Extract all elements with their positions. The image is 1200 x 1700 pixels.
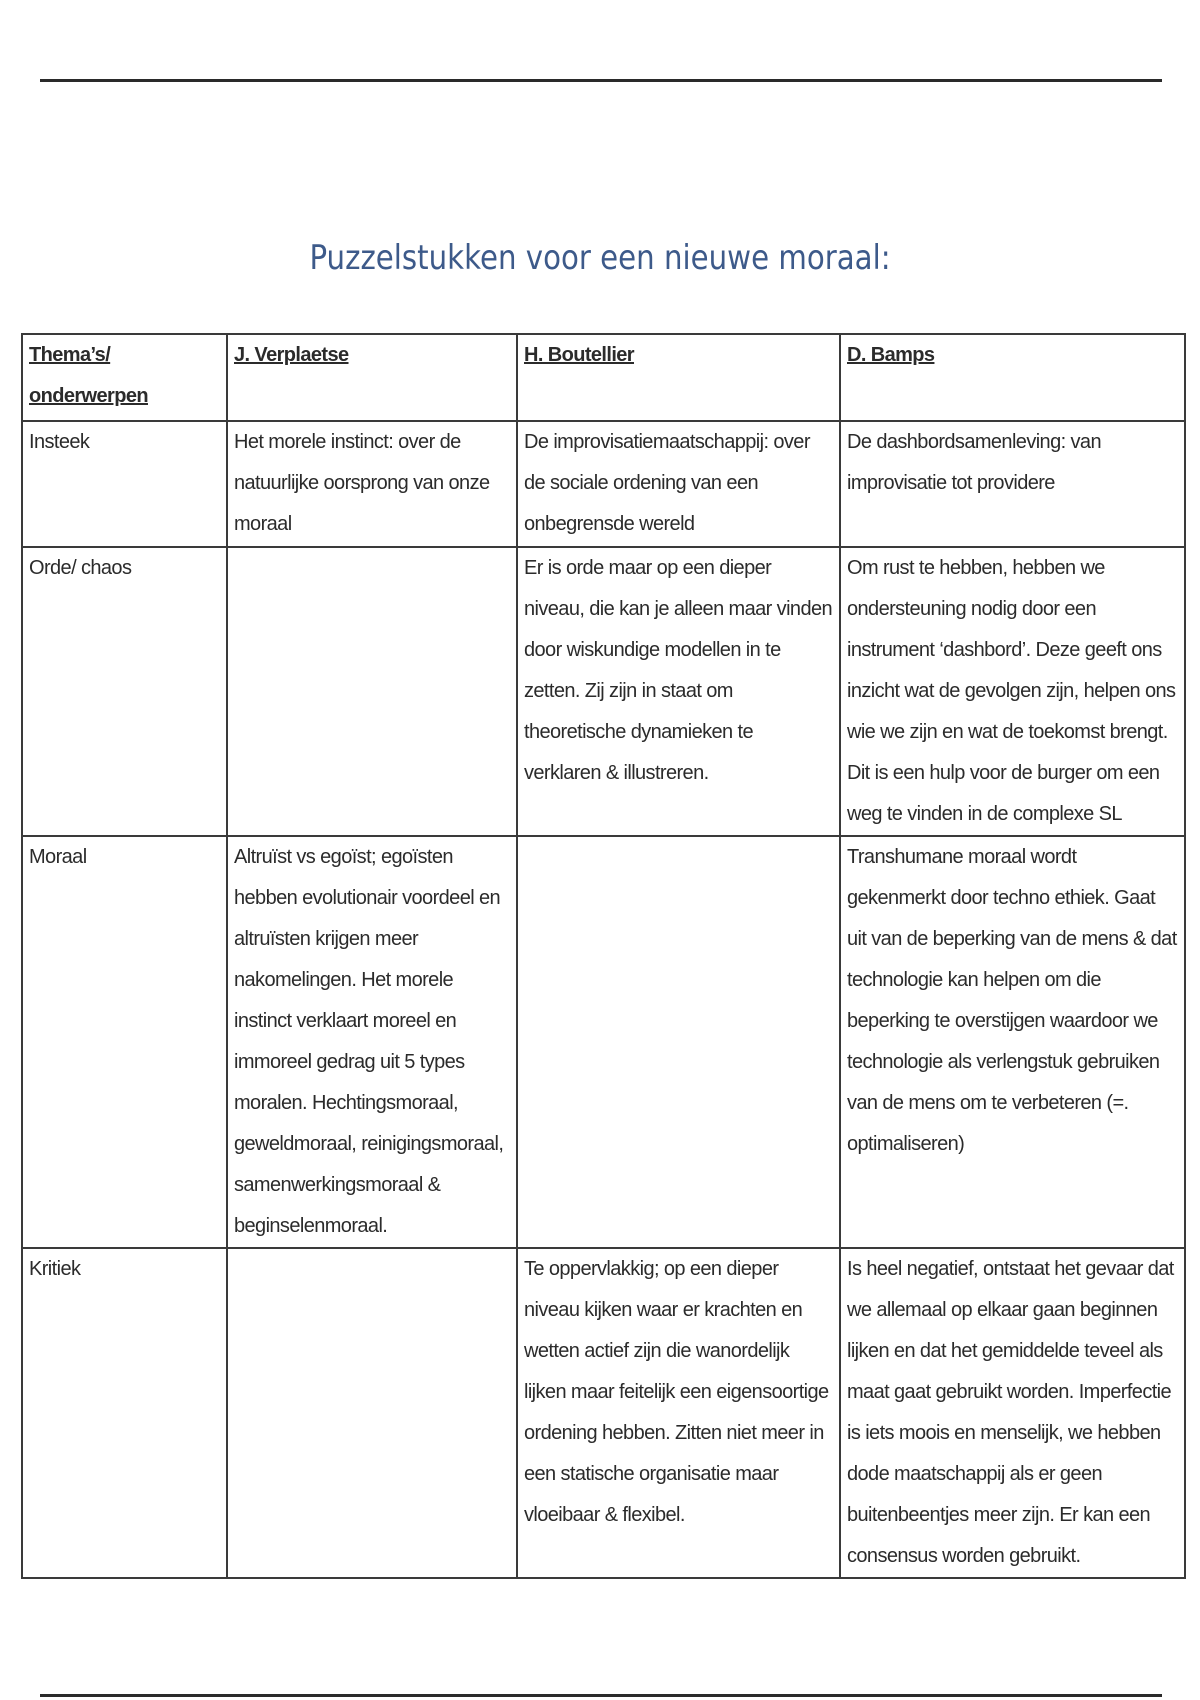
cell-bamps: De dashbordsamenleving: van improvisatie tot providere (840, 421, 1185, 547)
table-header-row (22, 334, 1185, 421)
column-header-verplaetse: J. Verplaetse (227, 334, 517, 421)
cell-verplaetse: Het morele instinct: over de natuurlijke oorsprong van onze moraal (227, 421, 517, 547)
column-header-bamps: D. Bamps (840, 334, 1185, 421)
cell-theme: Kritiek (22, 1248, 227, 1578)
cell-boutellier (517, 836, 840, 1248)
cell-bamps: Om rust te hebben, hebben we ondersteuning nodig door een instrument ‘dashbord’. Deze geeft ons inzicht wat de gevolgen zijn, helpen ons wie we zijn en wat de toekomst brengt. Dit is een hulp voor de burger om een weg te vinden in de complexe SL (840, 547, 1185, 836)
cell-bamps: Transhumane moraal wordt gekenmerkt door techno ethiek. Gaat uit van de beperking van de mens & dat technologie kan helpen om die beperking te overstijgen waardoor we technologie als verlengstuk gebruiken van de mens om te verbeteren (=. optimaliseren) (840, 836, 1185, 1248)
column-header-boutellier: H. Boutellier (517, 334, 840, 421)
top-rule (40, 79, 1162, 82)
table-row (22, 836, 1185, 1248)
table-row (22, 1248, 1185, 1578)
cell-theme: Insteek (22, 421, 227, 547)
cell-theme: Moraal (22, 836, 227, 1248)
cell-bamps: Is heel negatief, ontstaat het gevaar dat we allemaal op elkaar gaan beginnen lijken en dat het gemiddelde teveel als maat gaat gebruikt worden. Imperfectie is iets moois en menselijk, we hebben dode maatschappij als er geen buitenbeentjes meer zijn. Er kan een consensus worden gebruikt. (840, 1248, 1185, 1578)
comparison-table (21, 333, 1186, 1579)
cell-boutellier: Te oppervlakkig; op een dieper niveau kijken waar er krachten en wetten actief zijn die wanordelijk lijken maar feitelijk een eigensoortige ordening hebben. Zitten niet meer in een statische organisatie maar vloeibaar & flexibel. (517, 1248, 840, 1578)
cell-boutellier: De improvisatiemaatschappij: over de sociale ordening van een onbegrensde wereld (517, 421, 840, 547)
page-title: Puzzelstukken voor een nieuwe moraal: (309, 238, 891, 278)
column-header-themes: Thema’s/ onderwerpen (22, 334, 227, 421)
cell-verplaetse (227, 547, 517, 836)
table-row (22, 421, 1185, 547)
cell-theme: Orde/ chaos (22, 547, 227, 836)
cell-verplaetse: Altruïst vs egoïst; egoïsten hebben evolutionair voordeel en altruïsten krijgen meer nakomelingen. Het morele instinct verklaart moreel en immoreel gedrag uit 5 types moralen. Hechtingsmoraal, geweldmoraal, reinigingsmoraal, samenwerkingsmoraal & beginselenmoraal. (227, 836, 517, 1248)
bottom-rule (40, 1694, 1162, 1697)
table-row (22, 547, 1185, 836)
cell-boutellier: Er is orde maar op een dieper niveau, die kan je alleen maar vinden door wiskundige modellen in te zetten. Zij zijn in staat om theoretische dynamieken te verklaren & illustreren. (517, 547, 840, 836)
cell-verplaetse (227, 1248, 517, 1578)
